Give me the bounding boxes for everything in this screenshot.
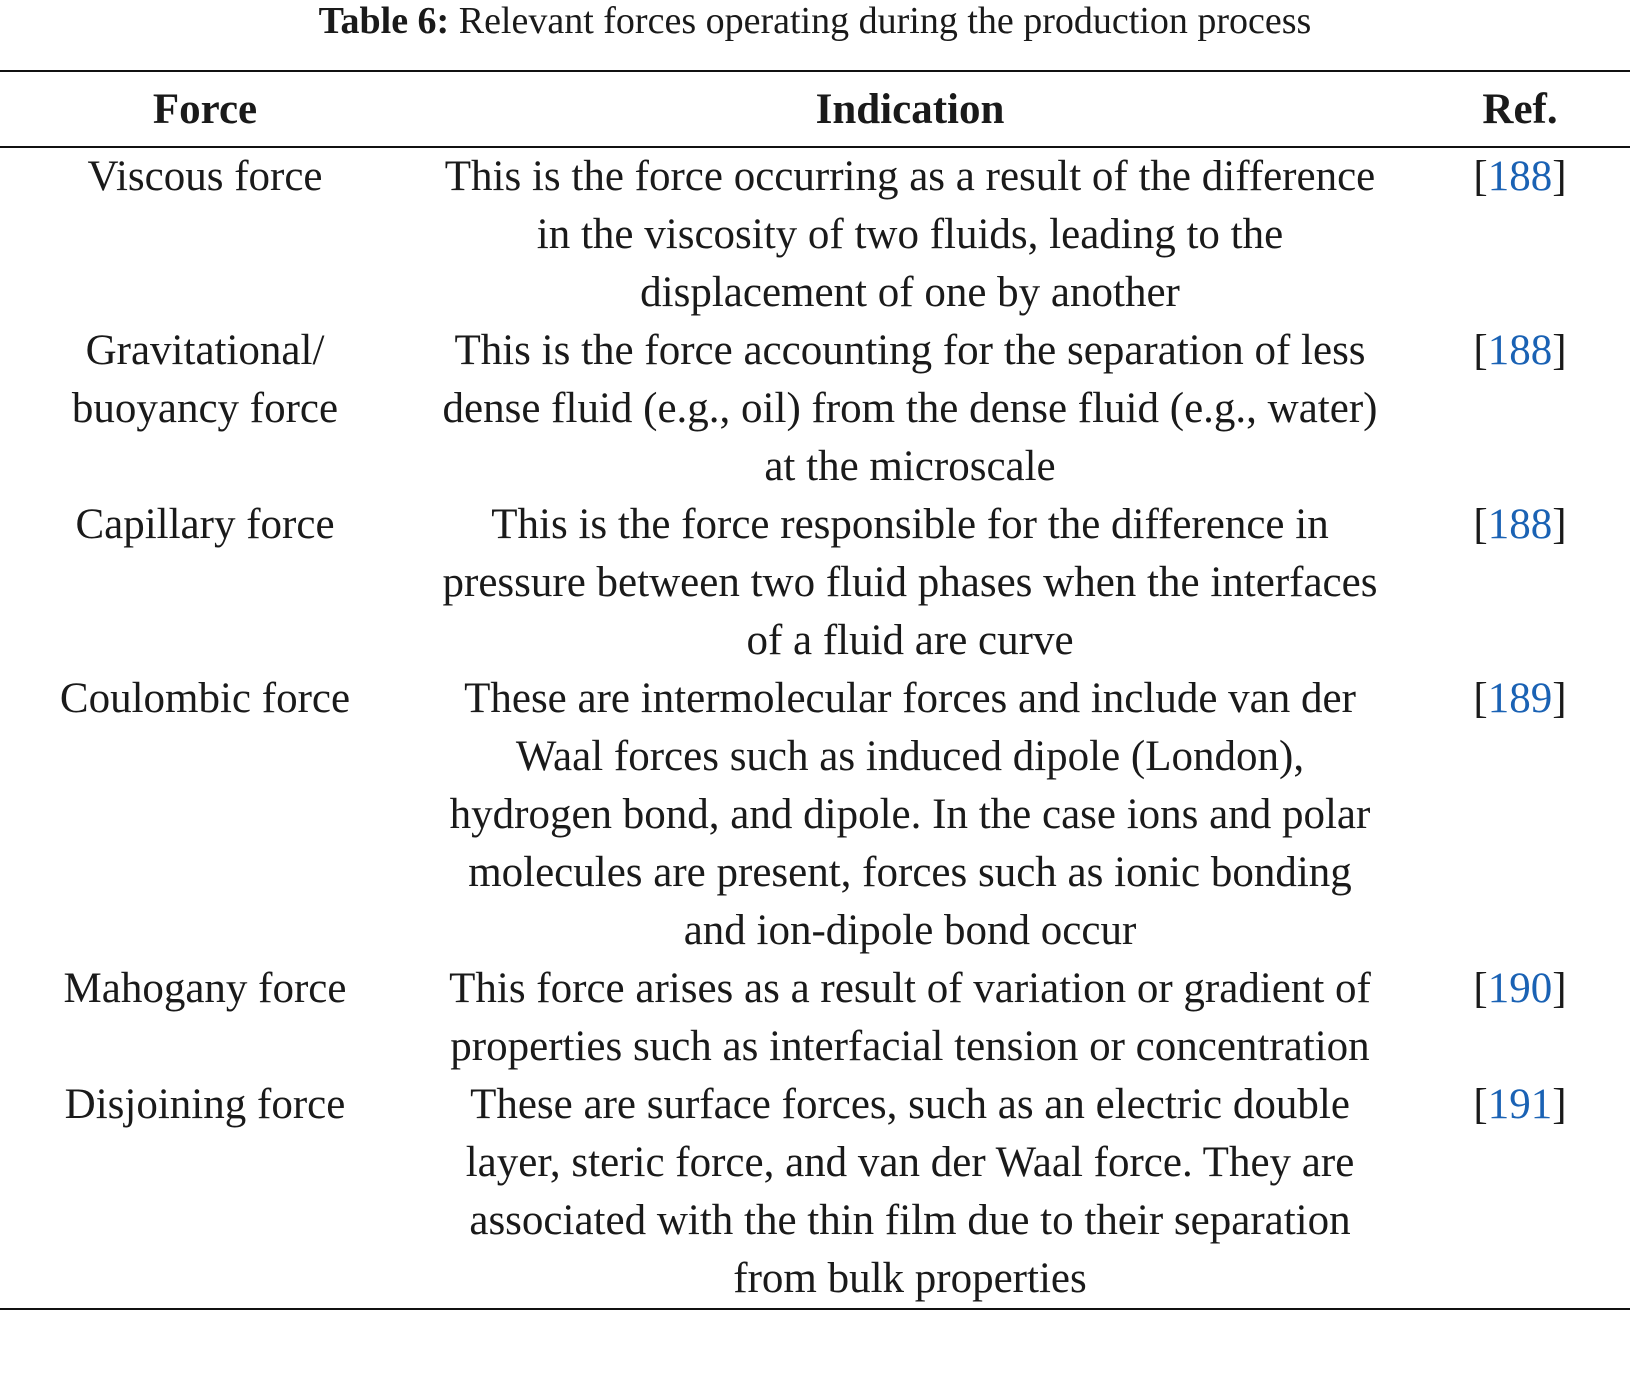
force-indication: These are surface forces, such as an electric double layer, steric force, and van der Waal force. They are associated with the thin film due to their separation from bulk properties: [465, 1081, 1355, 1302]
table-header-row: [0, 71, 1630, 147]
force-reference: [188]: [1473, 153, 1567, 200]
reference-link[interactable]: 190: [1487, 965, 1553, 1012]
force-name: Coulombic force: [59, 675, 351, 722]
force-name: Mahogany force: [63, 965, 347, 1012]
force-reference: [188]: [1473, 327, 1567, 374]
force-name: Viscous force: [87, 153, 323, 200]
force-reference: [189]: [1473, 675, 1567, 722]
table-row: [0, 147, 1630, 322]
table-caption-text: Relevant forces operating during the production process: [458, 0, 1312, 42]
force-name: Disjoining force: [64, 1081, 346, 1128]
header-ref: Ref.: [1482, 85, 1558, 133]
force-name: Capillary force: [75, 501, 335, 548]
reference-link[interactable]: 188: [1487, 327, 1553, 374]
force-reference: [188]: [1473, 501, 1567, 548]
table-row: [0, 1076, 1630, 1309]
table-caption: [0, 0, 1630, 42]
table-row: [0, 322, 1630, 496]
reference-link[interactable]: 189: [1487, 675, 1553, 722]
reference-link[interactable]: 191: [1487, 1081, 1553, 1128]
force-indication: These are intermolecular forces and include van der Waal forces such as induced dipole (London), hydrogen bond, and dipole. In the case ions and polar molecules are present, forces such as ionic bonding and ion-dipole bond occur: [449, 675, 1371, 954]
force-indication: This is the force accounting for the separation of less dense fluid (e.g., oil) from the dense fluid (e.g., water) at the microscale: [442, 327, 1378, 490]
force-indication: This force arises as a result of variation or gradient of properties such as interfacial tension or concentration: [449, 965, 1371, 1070]
reference-link[interactable]: 188: [1487, 501, 1553, 548]
force-reference: [190]: [1473, 965, 1567, 1012]
header-force: Force: [152, 85, 258, 133]
forces-table: [0, 70, 1630, 1310]
force-indication: This is the force occurring as a result of the difference in the viscosity of two fluids, leading to the displacement of one by another: [444, 153, 1376, 316]
table-caption-label: Table 6:: [318, 0, 450, 42]
header-indication: Indication: [815, 85, 1005, 133]
reference-link[interactable]: 188: [1487, 153, 1553, 200]
table-row: [0, 960, 1630, 1076]
table-row: [0, 496, 1630, 670]
table-row: [0, 670, 1630, 960]
force-name: Gravitational/ buoyancy force: [71, 327, 339, 432]
force-reference: [191]: [1473, 1081, 1567, 1128]
force-indication: This is the force responsible for the difference in pressure between two fluid phases when the interfaces of a fluid are curve: [442, 501, 1378, 664]
